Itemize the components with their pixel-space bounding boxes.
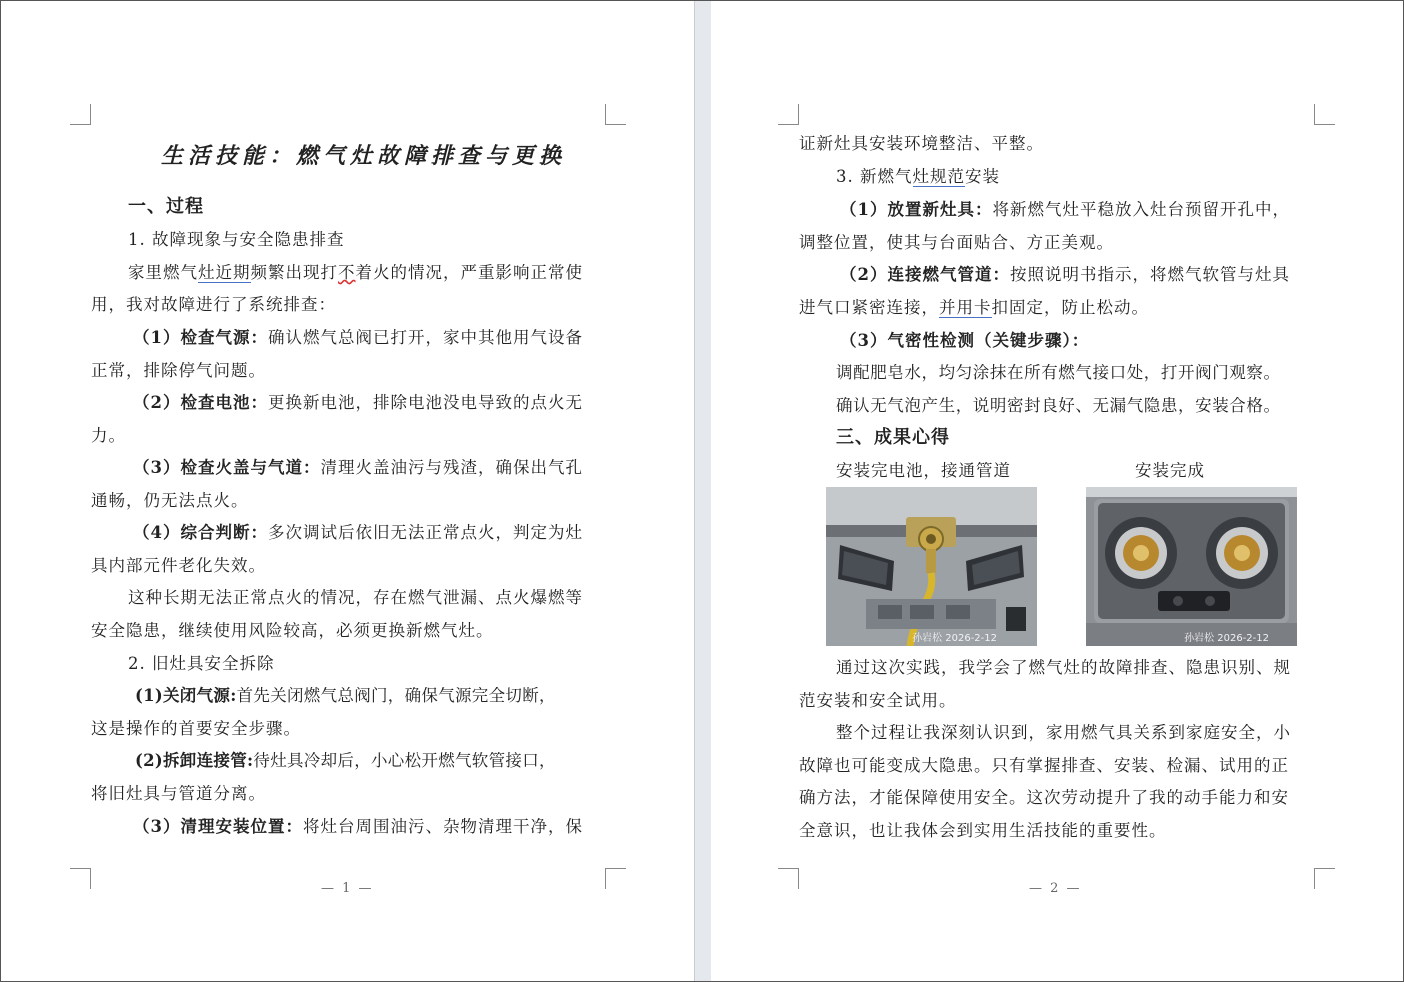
item-text: 将灶台周围油污、杂物清理干净，保: [302, 817, 583, 836]
paragraph-line: 范安装和安全试用。: [799, 691, 957, 710]
item-text: 更换新电池，排除电池没电导致的点火无: [267, 393, 583, 412]
finished-photo[interactable]: [1086, 487, 1297, 646]
paragraph-line: 证新灶具安装环境整洁、平整。: [799, 134, 1044, 153]
subheading-1: 1. 故障现象与安全隐患排查: [128, 230, 345, 249]
paragraph-line: 故障也可能变成大隐患。只有掌握排查、安装、检漏、试用的正: [799, 756, 1289, 775]
paragraph-line: 这是操作的首要安全步骤。: [91, 719, 301, 738]
item-text: 将新燃气灶平稳放入灶台预留开孔中，: [992, 200, 1290, 219]
item-text: 清理火盖油污与残渣，确保出气孔: [320, 458, 583, 477]
install-item-1: [840, 199, 1290, 221]
grammar-underline: 灶近期: [198, 263, 251, 282]
photo-drawing: [1086, 487, 1297, 646]
paragraph-line: 通畅，仍无法点火。: [91, 491, 249, 510]
paragraph-line: 安全隐患，继续使用风险较高，必须更换新燃气灶。: [91, 621, 494, 640]
paragraph-line: 确认无气泡产生，说明密封良好、无漏气隐患，安装合格。: [836, 396, 1281, 415]
paragraph-line: 确方法，才能保障使用安全。这次劳动提升了我的动手能力和安: [799, 788, 1289, 807]
document-title: 生活技能：燃气灶故障排查与更换: [161, 143, 567, 169]
item-text: 确认燃气总阀已打开，家中其他用气设备: [267, 328, 583, 347]
remove-item-1: [135, 685, 556, 707]
check-item-1: [133, 327, 583, 349]
install-item-2: [840, 264, 1290, 286]
photo-watermark: 孙岩松 2026-2-12: [912, 633, 997, 644]
text-run: 3. 新燃气: [836, 167, 913, 186]
paragraph-line: 这种长期无法正常点火的情况，存在燃气泄漏、点火爆燃等: [128, 588, 583, 607]
text-run: 扣固定，防止松动。: [991, 298, 1149, 317]
paragraph-line: 用，我对故障进行了系统排查：: [91, 295, 336, 314]
paragraph-line: 通过这次实践，我学会了燃气灶的故障排查、隐患识别、规: [836, 658, 1291, 677]
photo-drawing: [826, 487, 1037, 646]
crop-mark: [70, 868, 91, 889]
text-run: 家里燃气: [128, 263, 198, 282]
item-label: （2）检查电池：: [133, 393, 268, 412]
paragraph-line: 具内部元件老化失效。: [91, 556, 266, 575]
page-2[interactable]: [711, 1, 1403, 981]
item-label: (2)拆卸连接管:: [135, 751, 254, 770]
burner-left: [1105, 517, 1177, 589]
spelling-underline: 不: [338, 263, 356, 282]
grammar-underline: 并用卡: [939, 298, 992, 317]
item-text: 按照说明书指示，将燃气软管与灶具: [1009, 265, 1290, 284]
text-run: 进气口紧密连接，: [799, 298, 939, 317]
check-item-4: [133, 522, 583, 544]
item-label: （3）清理安装位置：: [133, 817, 303, 836]
page-gap: [694, 1, 712, 981]
burner-right: [1206, 517, 1278, 589]
crop-mark: [605, 868, 626, 889]
item-text: 首先关闭燃气总阀门，确保气源完全切断，: [236, 686, 556, 705]
heading-process: 一、过程: [128, 196, 204, 217]
crop-mark: [778, 104, 799, 125]
item-text: 多次调试后依旧无法正常点火，判定为灶: [267, 523, 583, 542]
remove-item-3: [133, 816, 583, 838]
item-label: （1）检查气源：: [133, 328, 268, 347]
crop-mark: [778, 868, 799, 889]
caption-left: 安装完电池，接通管道: [836, 461, 1011, 480]
paragraph-line: 调整位置，使其与台面贴合、方正美观。: [799, 233, 1114, 252]
item-label: （2）连接燃气管道：: [840, 265, 1010, 284]
paragraph-line: [799, 297, 1149, 319]
heading-result: 三、成果心得: [836, 427, 950, 448]
page-number: — 2 —: [1029, 881, 1082, 896]
paragraph-line: 整个过程让我深刻认识到，家用燃气具关系到家庭安全，小: [836, 723, 1291, 742]
crop-mark: [605, 104, 626, 125]
remove-item-2: [135, 750, 556, 772]
subheading-3: [836, 166, 1000, 188]
text-run: 频繁出现打: [250, 263, 338, 282]
item-label: （1）放置新灶具：: [840, 200, 993, 219]
page-1[interactable]: [1, 1, 694, 981]
crop-mark: [70, 104, 91, 125]
paragraph-line: 调配肥皂水，均匀涂抹在所有燃气接口处，打开阀门观察。: [836, 363, 1281, 382]
item-text: 待灶具冷却后，小心松开燃气软管接口，: [253, 751, 556, 770]
check-item-2: [133, 392, 583, 414]
paragraph-line: 全意识，也让我体会到实用生活技能的重要性。: [799, 821, 1167, 840]
check-item-3: [133, 457, 583, 479]
install-item-3: （3）气密性检测（关键步骤）：: [840, 331, 1090, 350]
paragraph-line: 力。: [91, 426, 126, 445]
item-label: （4）综合判断：: [133, 523, 268, 542]
paragraph-line: [128, 262, 583, 284]
photo-watermark: 孙岩松 2026-2-12: [1184, 633, 1269, 644]
paragraph-line: 将旧灶具与管道分离。: [91, 784, 266, 803]
caption-right: 安装完成: [1135, 461, 1205, 480]
crop-mark: [1314, 104, 1335, 125]
installation-photo[interactable]: [826, 487, 1037, 646]
page-number: — 1 —: [321, 881, 374, 896]
subheading-2: 2. 旧灶具安全拆除: [128, 654, 275, 673]
paragraph-line: 正常，排除停气问题。: [91, 361, 266, 380]
item-label: (1)关闭气源:: [135, 686, 237, 705]
grammar-underline: 灶规范: [912, 167, 965, 186]
item-label: （3）检查火盖与气道：: [133, 458, 321, 477]
text-run: 安装: [965, 167, 1000, 186]
crop-mark: [1314, 868, 1335, 889]
text-run: 着火的情况，严重影响正常使: [355, 263, 583, 282]
